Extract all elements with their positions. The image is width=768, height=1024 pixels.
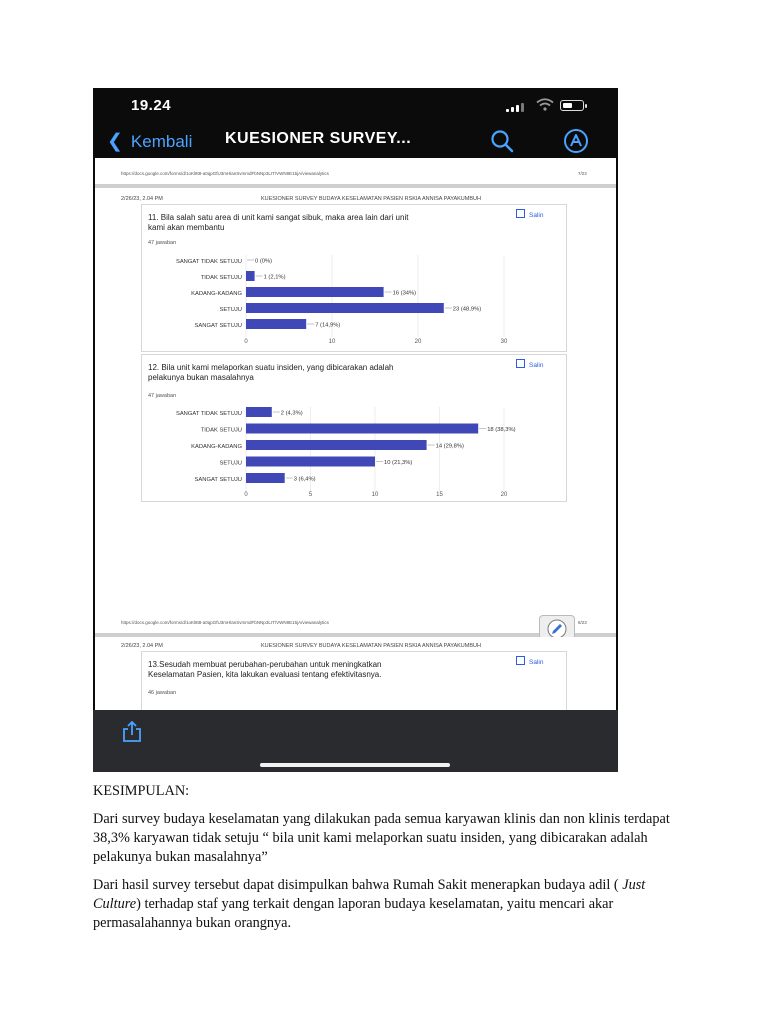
back-button[interactable] [107,130,192,153]
status-bar [93,88,618,122]
copy-label: Salin [529,362,544,369]
phone-screenshot [93,88,618,772]
x-tick-label: 5 [308,492,313,498]
back-label: Kembali [130,132,193,151]
question-text-line: 11. Bila salah satu area di unit kami sangat sibuk, maka area lain dari unit [148,213,409,222]
pdf-page-9 [95,637,616,710]
bar [246,303,444,313]
bar-chart-q12 [142,355,566,501]
category-label: SANGAT SETUJU [194,323,242,329]
response-count: 47 jawaban [148,240,177,246]
bar [246,424,478,434]
x-tick-label: 10 [328,339,336,345]
pdf-page-8 [95,188,616,633]
bar-chart-q11 [142,205,566,351]
category-label: KADANG-KADANG [191,444,242,450]
bar [246,440,427,450]
copy-label: Salin [529,659,544,666]
x-tick-label: 15 [436,492,443,498]
page-header-date: 2/26/23, 2.04 PM [121,643,163,649]
question-text-line: 12. Bila unit kami melaporkan suatu insiden, yang dibicarakan adalah [148,363,394,372]
bar [246,287,384,297]
data-label: 23 (48,9%) [452,306,482,313]
category-label: KADANG-KADANG [191,291,242,297]
question-text-line: Keselamatan Pasien, kita lakukan evaluasi tentang efektivitasnya. [148,670,382,679]
x-tick-label: 10 [371,492,379,498]
question-card-11 [141,204,567,352]
pdf-viewer[interactable] [95,158,616,710]
battery-icon [560,100,584,111]
category-label: SANGAT TIDAK SETUJU [175,411,242,417]
page-number: 8/23 [578,620,587,625]
copy-button[interactable] [516,656,543,666]
category-label: TIDAK SETUJU [200,427,242,434]
bar [246,457,375,467]
paragraph-text: ) terhadap staf yang terkait dengan laporan budaya keselamatan, yaitu mencari akar permasalahannya bukan orangnya. [93,896,614,931]
just-culture-term: Just Culture [93,877,646,912]
bar [246,407,272,417]
category-label: SANGAT SETUJU [194,477,242,483]
page-footer-url: https://docs.google.com/forms/d/1oKl8t8-a0qpGfU3mHlanSvmmdFbNNp3LIT/VWN9E15jA/viewanalytics [121,171,329,176]
category-label: TIDAK SETUJU [200,275,242,281]
bar [246,473,285,483]
pdf-page-7 [95,158,616,184]
question-card-12 [141,354,567,502]
response-count: 47 jawaban [148,393,177,399]
share-icon[interactable] [119,721,145,743]
x-tick-label: 0 [244,492,248,498]
page-header-date: 2/26/23, 2.04 PM [121,196,163,202]
page-header-title: KUESIONER SURVEY BUDAYA KESELAMATAN PASIEN RSKIA ANNISA PAYAKUMBUH [261,643,481,649]
page-number: 7/23 [578,171,587,176]
category-label: SETUJU [219,307,242,313]
nav-bar [93,122,618,158]
conclusion-paragraph-2 [93,876,693,933]
data-label: 2 (4,3%) [280,410,303,417]
page-header-title: KUESIONER SURVEY BUDAYA KESELAMATAN PASIEN RSKIA ANNISA PAYAKUMBUH [261,196,481,202]
wifi-icon [536,98,554,111]
x-tick-label: 20 [500,492,508,498]
question-text [148,660,382,680]
data-label: 14 (29,8%) [435,443,464,450]
copy-label: Salin [529,212,544,219]
question-text-line: kami akan membantu [148,223,225,232]
copy-icon [516,656,525,665]
x-tick-label: 0 [244,339,248,345]
data-label: 10 (21,3%) [384,460,413,466]
bottom-toolbar [93,710,618,772]
markup-icon[interactable] [563,128,589,154]
data-label: 16 (34%) [392,290,417,297]
chevron-left-icon: ❮ [107,131,123,152]
conclusion-heading: KESIMPULAN: [93,783,190,799]
bar [246,271,255,281]
data-label: 1 (2,1%) [263,274,286,281]
question-text-line: 13.Sesudah membuat perubahan-perubahan untuk meningkatkan [148,660,382,669]
conclusion-paragraph-1: Dari survey budaya keselamatan yang dilakukan pada semua karyawan klinis dan non klinis terdapat 38,3% karyawan tidak setuju “ bila unit kami melaporkan suatu insiden, yang dibicarakan adalah pelakunya bukan masalahnya” [93,811,670,865]
x-tick-label: 20 [414,339,422,345]
signal-icon [506,102,530,112]
page-footer-url: https://docs.google.com/forms/d/1oKl8t8-a0qpGfU3mHlanSvmmdFbNNp3LIT/VWN9E15jA/viewanalytics [121,620,329,625]
data-label: 3 (6,4%) [293,476,316,483]
bar [246,319,306,329]
x-tick-label: 30 [500,339,508,345]
category-label: SANGAT TIDAK SETUJU [175,259,242,265]
response-count: 46 jawaban [148,690,177,696]
paragraph-text: Dari hasil survey tersebut dapat disimpulkan bahwa Rumah Sakit menerapkan budaya adil ( [93,877,623,893]
data-label: 0 (0%) [255,258,273,265]
data-label: 7 (14,9%) [315,322,341,329]
search-icon[interactable] [489,128,515,154]
nav-title: KUESIONER SURVEY... [225,130,412,147]
home-indicator [260,763,450,767]
status-time: 19.24 [131,97,172,114]
question-text-line: pelakunya bukan masalahnya [148,373,254,382]
data-label: 18 (38,3%) [487,427,516,433]
category-label: SETUJU [219,460,242,467]
